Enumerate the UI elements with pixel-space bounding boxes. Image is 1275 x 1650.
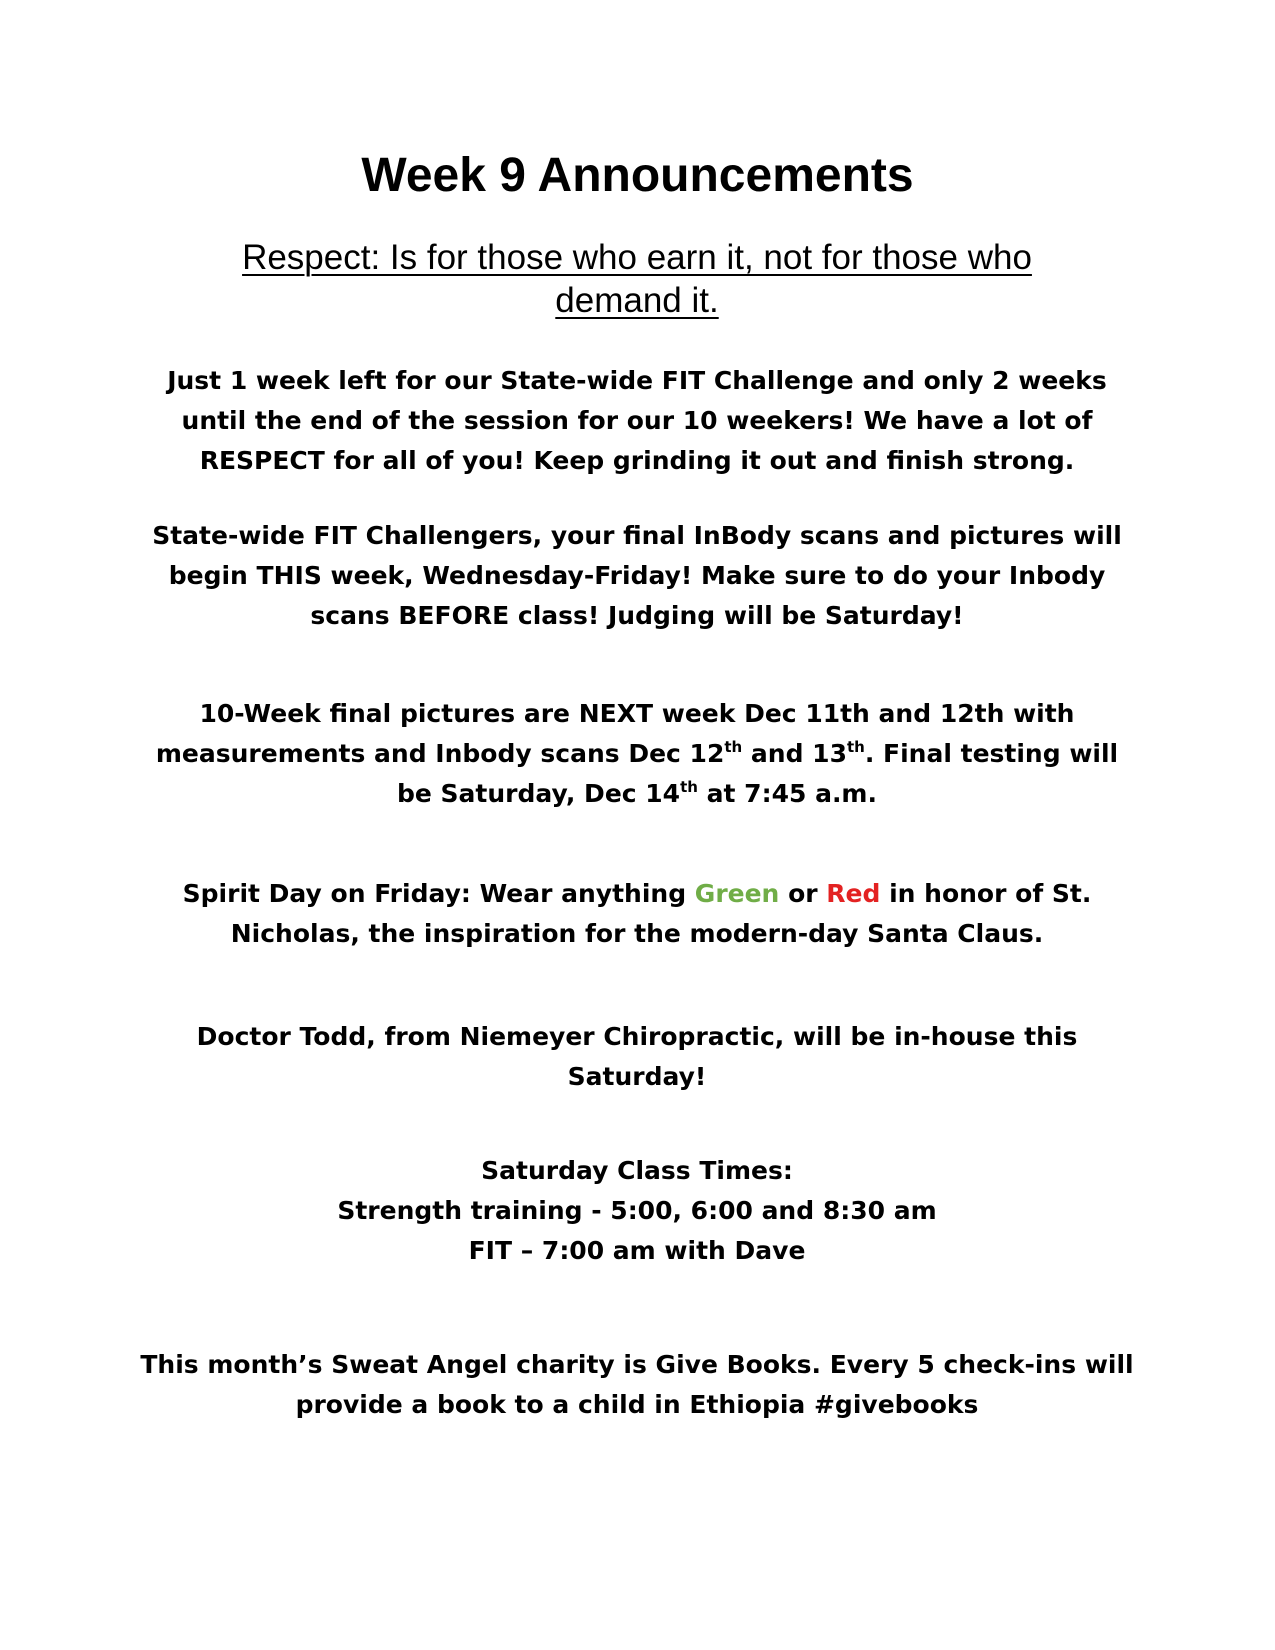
spirit-day-text-3: in honor of St. Nicholas, the inspiration for the modern-day Santa Claus. <box>230 879 1092 948</box>
ten-week-sup-3: th <box>680 778 698 796</box>
spirit-day-text-2: or <box>779 879 827 908</box>
ten-week-sup-1: th <box>724 738 743 756</box>
ten-week-paragraph <box>137 694 1137 814</box>
ten-week-text-2: and 13 <box>742 739 847 768</box>
red-word: Red <box>826 879 881 908</box>
ten-week-text-1: 10-Week final pictures are NEXT week Dec 11th and 12th with measurements and Inbody scans Dec 12 <box>155 699 1075 768</box>
fit-challenge-paragraph: Just 1 week left for our State-wide FIT Challenge and only 2 weeks until the end of the session for our 10 weekers! We have a lot of RESPECT for all of you! Keep grinding it out and finish strong. <box>167 366 1107 475</box>
spirit-day-paragraph <box>137 874 1137 954</box>
ten-week-text-4: at 7:45 a.m. <box>697 779 877 808</box>
green-word: Green <box>694 879 780 908</box>
spirit-day-text-1: Spirit Day on Friday: Wear anything <box>182 879 695 908</box>
strength-training-times: Strength training - 5:00, 6:00 and 8:30 am <box>337 1196 937 1225</box>
ten-week-text-3: . Final testing will be Saturday, Dec 14 <box>397 739 1119 808</box>
class-times-block <box>137 1151 1137 1271</box>
page-title: Week 9 Announcements <box>361 149 914 202</box>
chiropractic-paragraph: Doctor Todd, from Niemeyer Chiropractic, will be in-house this Saturday! <box>196 1022 1078 1091</box>
respect-motto: Respect: Is for those who earn it, not for those who demand it. <box>242 238 1032 320</box>
fit-class-time: FIT – 7:00 am with Dave <box>468 1236 806 1265</box>
class-times-heading: Saturday Class Times: <box>481 1156 793 1185</box>
charity-paragraph: This month’s Sweat Angel charity is Give Books. Every 5 check-ins will provide a book to a child in Ethiopia #givebooks <box>140 1350 1134 1419</box>
inbody-scans-paragraph: State-wide FIT Challengers, your final InBody scans and pictures will begin THIS week, Wednesday-Friday! Make sure to do your Inbody scans BEFORE class! Judging will be Saturday! <box>152 521 1122 630</box>
ten-week-sup-2: th <box>846 738 865 756</box>
